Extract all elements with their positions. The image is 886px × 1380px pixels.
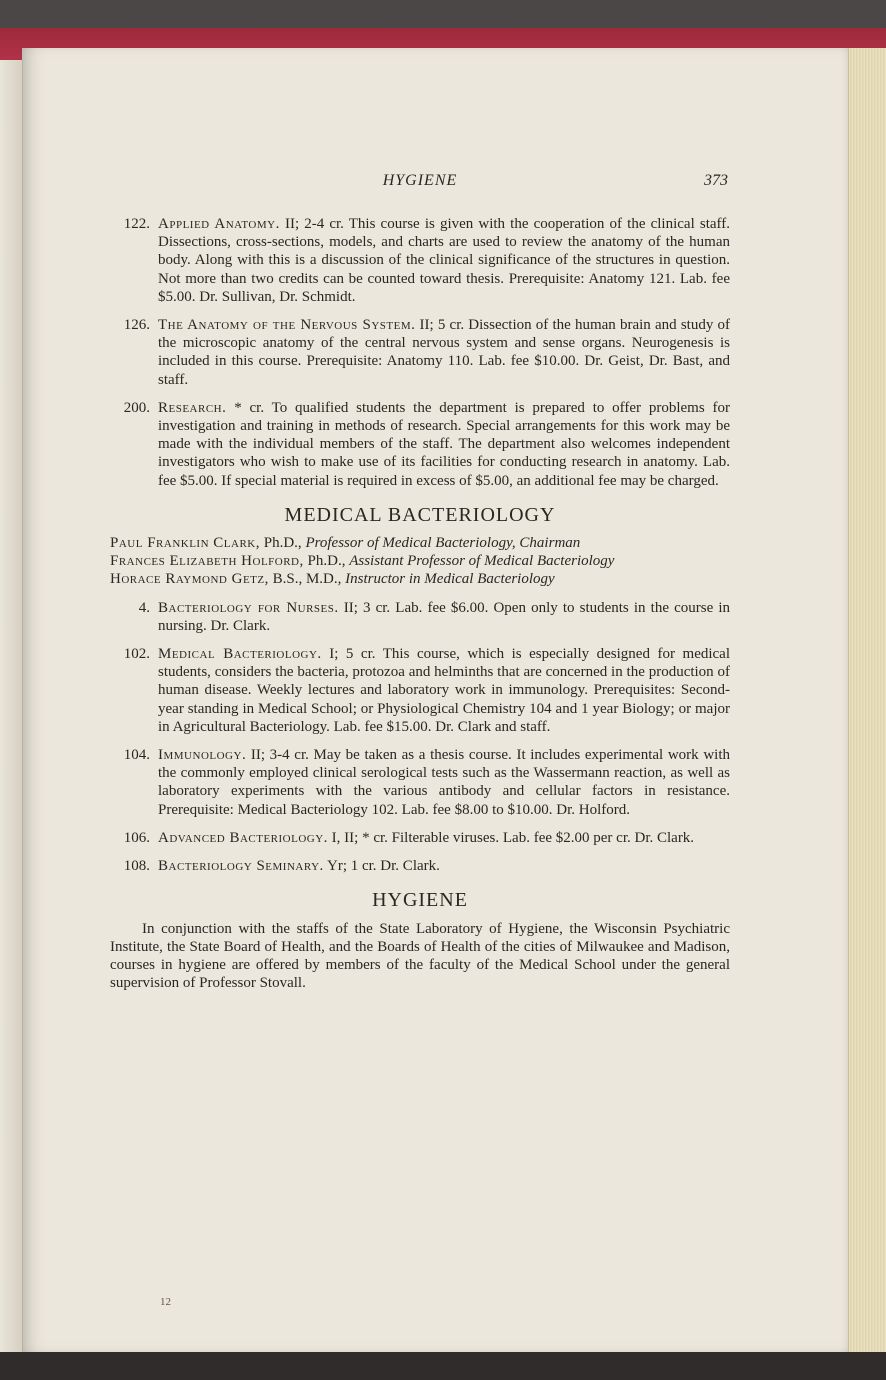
running-header [110,172,730,196]
course-number: 104. [123,747,150,764]
course-entry [110,645,730,736]
faculty-title: Professor of Medical Bacteriology, Chairman [305,535,581,552]
course-entry [110,746,730,819]
faculty-member [110,534,730,552]
course-entry [110,829,730,847]
course-description: I, II; * cr. Filterable viruses. Lab. fee $2.00 per cr. Dr. Clark. [327,829,695,846]
course-name: Bacteriology for Nurses. [158,599,339,616]
faculty-member [110,570,730,588]
course-name: The Anatomy of the Nervous System. [158,317,416,334]
course-description: I; 5 cr. This course, which is especially designed for medical students, considers the bacteria, protozoa and helminths that are concerned in the production of human disease. Weekly lectures and laboratory work in immunology. Prerequisites: Second-year standing in Medical School; or Physiological Chemistry 104 and 1 year Biology; or major in Agricultural Bacteriology. Lab. fee $15.00. Dr. Clark and staff. [158,646,730,735]
course-number: 102. [123,646,150,663]
course-name: Applied Anatomy. [158,216,280,232]
previous-page-edge [0,60,23,1352]
course-name: Immunology. [158,747,247,764]
course-name: Medical Bacteriology. [158,646,322,663]
page-number: 373 [704,172,728,189]
course-description: II; 3-4 cr. May be taken as a thesis course. It includes experimental work with the commonly employed clinical serological tests such as the Wassermann reaction, as well as laboratory experiments with the various antibody and cellular factors in resistance. Prerequisite: Medical Bacteriology 102. Lab. fee $8.00 to $10.00. Dr. Holford. [158,747,730,818]
course-number: 106. [123,829,150,846]
course-number: 108. [123,858,150,875]
course-description: * cr. To qualified students the department is prepared to offer problems for investigation and training in methods of research. Special arrangements for this work may be made with the individual members of the staff. The department also welcomes independent investigators who wish to make use of its facilities for conducting research in anatomy. Lab. fee $5.00. If special material is required in excess of $5.00, an additional fee may be charged. [158,399,730,489]
faculty-name: Frances Elizabeth Holford, [110,553,304,570]
course-description: II; 3 cr. Lab. fee $6.00. Open only to students in the course in nursing. Dr. Clark. [158,599,730,634]
course-description: II; 2-4 cr. This course is given with the cooperation of the clinical staff. Dissections, cross-sections, models, and charts are used to review the anatomy of the human body. Along with this is a discussion of the clinical significance of the structures in question. Not more than two credits can be counted toward thesis. Prerequisite: Anatomy 121. Lab. fee $5.00. Dr. Sullivan, Dr. Schmidt. [158,216,730,305]
course-entry [110,857,730,875]
faculty-degree: Ph.D., [260,535,306,552]
signature-mark: 12 [160,1296,171,1308]
course-number: 4. [138,599,150,616]
faculty-member [110,552,730,570]
course-entry [110,599,730,635]
course-entry [110,215,730,306]
faculty-degree: Ph.D., [303,553,350,570]
course-number: 126. [123,317,150,334]
course-description: II; 5 cr. Dissection of the human brain and study of the microscopic anatomy of the central nervous system and sense organs. Neurogenesis is included in this course. Prerequisite: Anatomy 110. Lab. fee $10.00. Dr. Geist, Dr. Bast, and staff. [158,317,730,388]
faculty-title: Assistant Professor of Medical Bacteriology [349,553,615,570]
section-heading-hygiene: HYGIENE [372,889,468,912]
faculty-degree: B.S., M.D., [268,571,346,588]
page-block-edge [848,48,886,1352]
course-entry [110,316,730,389]
section-heading-bacteriology: MEDICAL BACTERIOLOGY [284,503,556,526]
page-content [110,215,730,992]
faculty-name: Horace Raymond Getz, [110,571,269,588]
book-cover-bottom [0,1350,886,1380]
course-number: 122. [123,216,150,232]
course-name: Bacteriology Seminary. [158,858,324,875]
faculty-list [110,534,730,589]
course-name: Research. [158,399,227,416]
faculty-name: Paul Franklin Clark, [110,535,260,552]
hygiene-paragraph: In conjunction with the staffs of the State Laboratory of Hygiene, the Wisconsin Psychiatric Institute, the State Board of Health, and the Boards of Health of the cities of Milwaukee and Madison, courses in hygiene are offered by members of the faculty of the Medical School under the general supervision of Professor Stovall. [110,920,730,992]
faculty-title: Instructor in Medical Bacteriology [345,571,555,588]
running-title: HYGIENE [382,172,458,189]
course-description: Yr; 1 cr. Dr. Clark. [323,858,440,875]
course-number: 200. [123,399,150,416]
course-entry [110,399,730,490]
course-name: Advanced Bacteriology. [158,829,328,846]
